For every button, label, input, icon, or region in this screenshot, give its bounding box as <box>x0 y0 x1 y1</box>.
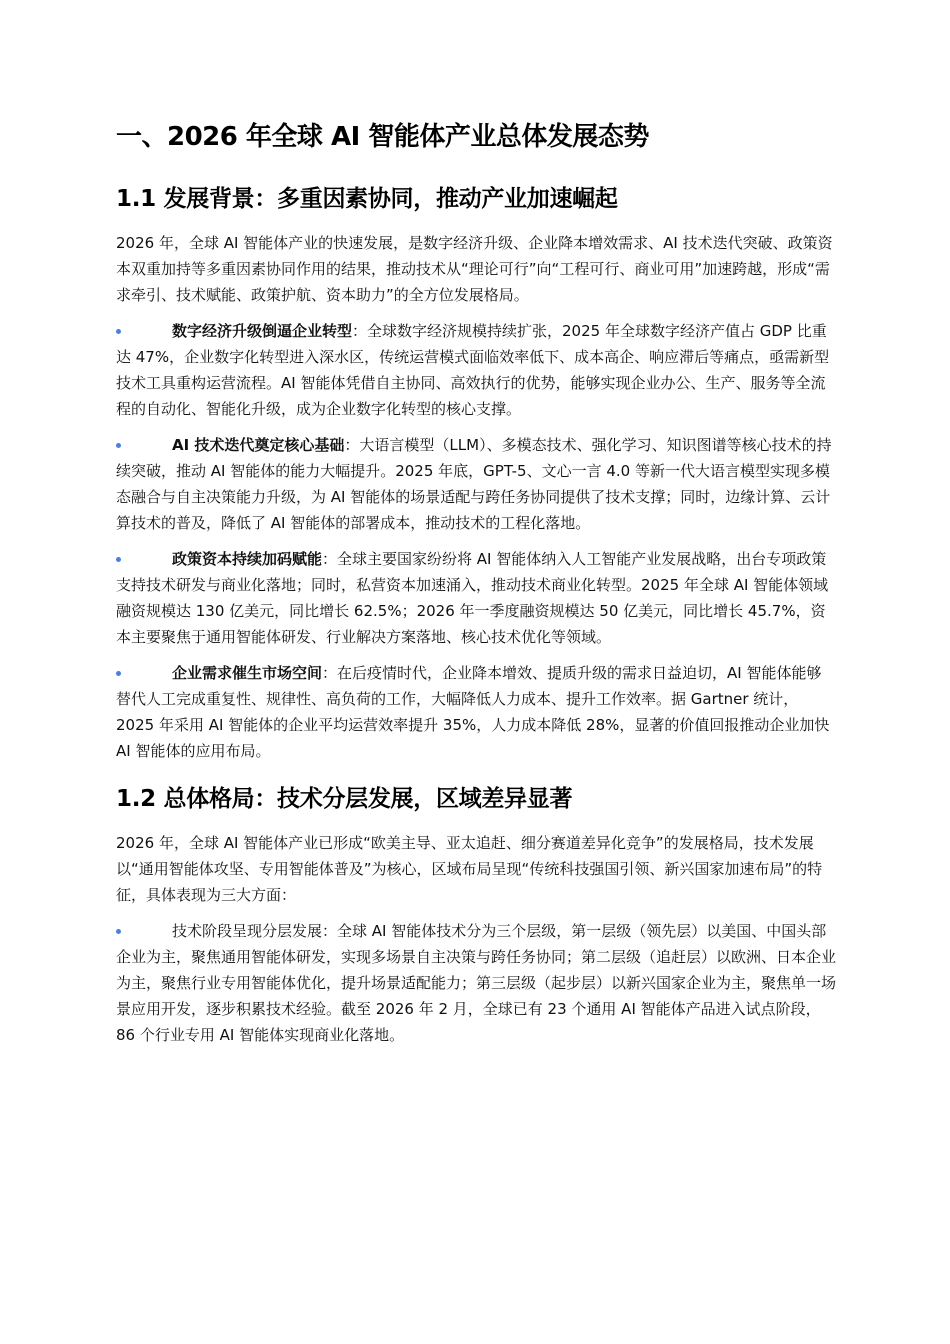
bullet-heading: AI 技术迭代奠定核心基础 <box>172 436 345 454</box>
bullet-icon <box>116 557 121 562</box>
section-intro-1-2: 2026 年，全球 AI 智能体产业已形成“欧美主导、亚太追赶、细分赛道差异化竞争”的发展格局，技术发展以“通用智能体攻坚、专用智能体普及”为核心，区域布局呈现“传统科技强国引领、新兴国家加速布局”的特征，具体表现为三大方面： <box>116 834 823 904</box>
bullet-text: ：全球数字经济规模持续扩张，2025 年全球数字经济产值占 GDP 比重达 47%，企业数字化转型进入深水区，传统运营模式面临效率低下、成本高企、响应滞后等痛点，亟需新型技术工具重构运营流程。AI 智能体凭借自主协同、高效执行的优势，能够实现企业办公、生产、服务等全流程的自动化、智能化升级，成为企业数字化转型的核心支撑。 <box>116 322 830 418</box>
bullet-text: ：大语言模型（LLM）、多模态技术、强化学习、知识图谱等核心技术的持续突破，推动 AI 智能体的能力大幅提升。2025 年底，GPT-5、文心一言 4.0 等新一代大语言模型实现多模态融合与自主决策能力升级，为 AI 智能体的场景适配与跨任务协同提供了技术支撑；同时，边缘计算、云计算技术的普及，降低了 AI 智能体的部署成本，推动技术的工程化落地。 <box>116 436 832 532</box>
section-title-1-2: 1.2 总体格局：技术分层发展，区域差异显著 <box>116 786 573 812</box>
bullet-item <box>116 660 836 764</box>
bullet-item <box>116 318 836 422</box>
bullet-text: ：全球主要国家纷纷将 AI 智能体纳入人工智能产业发展战略，出台专项政策支持技术研发与商业化落地；同时，私营资本加速涌入，推动技术商业化转型。2025 年全球 AI 智能体领域融资规模达 130 亿美元，同比增长 62.5%；2026 年一季度融资规模达 50 亿美元，同比增长 45.7%，资本主要聚焦于通用智能体研发、行业解决方案落地、核心技术优化等领域。 <box>116 550 829 646</box>
bullet-heading: 企业需求催生市场空间 <box>172 664 323 682</box>
chapter-title: 一、2026 年全球 AI 智能体产业总体发展态势 <box>116 122 649 152</box>
bullet-heading: 数字经济升级倒逼企业转型 <box>172 322 353 340</box>
bullet-item <box>116 432 836 536</box>
section-title-1-1: 1.1 发展背景：多重因素协同，推动产业加速崛起 <box>116 186 618 212</box>
bullet-icon <box>116 929 121 934</box>
section-intro-1-1: 2026 年，全球 AI 智能体产业的快速发展，是数字经济升级、企业降本增效需求、AI 技术迭代突破、政策资本双重加持等多重因素协同作用的结果，推动技术从“理论可行”向“工程可行、商业可用”加速跨越，形成“需求牵引、技术赋能、政策护航、资本助力”的全方位发展格局。 <box>116 234 833 304</box>
bullet-icon <box>116 671 121 676</box>
bullet-icon <box>116 329 121 334</box>
bullet-item <box>116 918 836 1048</box>
bullet-item <box>116 546 836 650</box>
document-content <box>116 118 836 1058</box>
bullet-icon <box>116 443 121 448</box>
bullet-text: 技术阶段呈现分层发展：全球 AI 智能体技术分为三个层级，第一层级（领先层）以美国、中国头部企业为主，聚焦通用智能体研发，实现多场景自主决策与跨任务协同；第二层级（追赶层）以欧洲、日本企业为主，聚焦行业专用智能体优化，提升场景适配能力；第三层级（起步层）以新兴国家企业为主，聚焦单一场景应用开发，逐步积累技术经验。截至 2026 年 2 月，全球已有 23 个通用 AI 智能体产品进入试点阶段，86 个行业专用 AI 智能体实现商业化落地。 <box>116 922 837 1044</box>
bullet-heading: 政策资本持续加码赋能 <box>172 550 323 568</box>
bullet-text: ：在后疫情时代，企业降本增效、提质升级的需求日益迫切，AI 智能体能够替代人工完成重复性、规律性、高负荷的工作，大幅降低人力成本、提升工作效率。据 Gartner 统计，2025 年采用 AI 智能体的企业平均运营效率提升 35%，人力成本降低 28%，显著的价值回报推动企业加快 AI 智能体的应用布局。 <box>116 664 830 760</box>
